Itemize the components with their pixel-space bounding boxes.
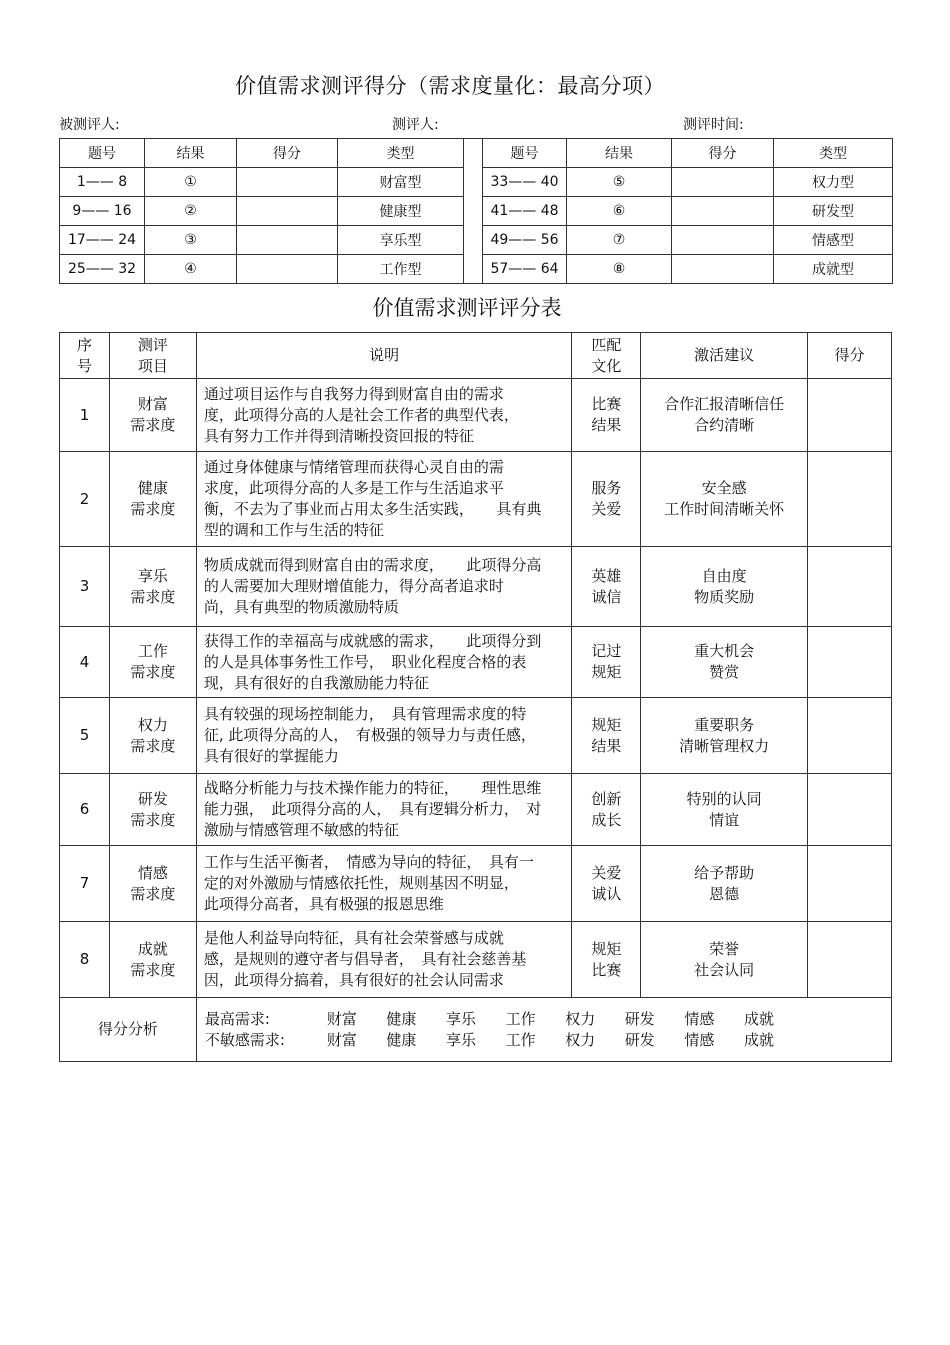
- row-item: 权力 需求度: [109, 698, 196, 774]
- header-type: 类型: [774, 139, 893, 168]
- type-cell: 享乐型: [338, 226, 464, 255]
- header-no-line2: 号: [76, 356, 92, 375]
- option-wealth[interactable]: 财富: [326, 1009, 357, 1028]
- result-cell: ⑥: [567, 197, 672, 226]
- row-desc: 是他人利益导向特征，具有社会荣誉感与成就 感，是规则的遵守者与倡导者， 具有社会慈善基 因，此项得分搞着，具有很好的社会认同需求: [196, 922, 572, 998]
- row-item: 工作 需求度: [109, 627, 196, 698]
- row-desc: 通过项目运作与自我努力得到财富自由的需求 度，此项得分高的人是社会工作者的典型代表， 具有努力工作并得到清晰投资回报的特征: [196, 379, 572, 452]
- score-cell[interactable]: [237, 226, 338, 255]
- detail-header-row: [60, 333, 892, 379]
- type-cell: 权力型: [774, 168, 893, 197]
- detail-scoring-table: [59, 332, 892, 1062]
- row-culture: 规矩 比赛: [572, 922, 641, 998]
- row-score[interactable]: [808, 846, 892, 922]
- type-cell: 工作型: [338, 255, 464, 284]
- result-cell: ⑤: [567, 168, 672, 197]
- range-cell: 9—— 16: [60, 197, 145, 226]
- range-cell: 49—— 56: [483, 226, 567, 255]
- assessor-label: 测评人:: [392, 117, 439, 133]
- row-item: 研发 需求度: [109, 774, 196, 846]
- header-type: 类型: [338, 139, 464, 168]
- row-item: 健康 需求度: [109, 452, 196, 547]
- type-cell: 情感型: [774, 226, 893, 255]
- range-cell: 17—— 24: [60, 226, 145, 255]
- table-row: [60, 774, 892, 846]
- result-cell: ④: [145, 255, 237, 284]
- header-item-line2: 项目: [137, 356, 168, 375]
- option-health[interactable]: 健康: [386, 1030, 417, 1049]
- row-culture: 服务 关爱: [572, 452, 641, 547]
- option-emotion[interactable]: 情感: [684, 1030, 715, 1049]
- page-title: 价值需求测评得分（需求度量化：最高分项）: [235, 74, 665, 98]
- type-cell: 健康型: [338, 197, 464, 226]
- row-advice: 给予帮助 恩德: [641, 846, 808, 922]
- row-score[interactable]: [808, 922, 892, 998]
- header-no: [60, 333, 110, 379]
- row-score[interactable]: [808, 627, 892, 698]
- row-advice: 合作汇报清晰信任 合约清晰: [641, 379, 808, 452]
- header-result: 结果: [567, 139, 672, 168]
- table-gap: [464, 139, 483, 284]
- row-culture: 记过 规矩: [572, 627, 641, 698]
- row-desc: 获得工作的幸福高与成就感的需求， 此项得分到 的人是具体事务性工作号， 职业化程度合格的表 现，具有很好的自我激励能力特征: [196, 627, 572, 698]
- score-cell[interactable]: [237, 168, 338, 197]
- option-power[interactable]: 权力: [565, 1030, 596, 1049]
- row-culture: 关爱 诚认: [572, 846, 641, 922]
- score-cell[interactable]: [237, 255, 338, 284]
- header-culture: [572, 333, 641, 379]
- header-culture-line1: 匹配: [591, 335, 622, 354]
- highest-need-label: 最高需求:: [204, 1009, 270, 1028]
- type-cell: 财富型: [338, 168, 464, 197]
- row-culture: 规矩 结果: [572, 698, 641, 774]
- row-score[interactable]: [808, 698, 892, 774]
- result-cell: ⑧: [567, 255, 672, 284]
- row-no: 7: [60, 846, 110, 922]
- result-cell: ③: [145, 226, 237, 255]
- time-label: 测评时间:: [683, 117, 744, 133]
- row-score[interactable]: [808, 452, 892, 547]
- option-research[interactable]: 研发: [624, 1030, 655, 1049]
- row-advice: 荣誉 社会认同: [641, 922, 808, 998]
- option-pleasure[interactable]: 享乐: [446, 1030, 477, 1049]
- row-advice: 安全感 工作时间清晰关怀: [641, 452, 808, 547]
- option-achievement[interactable]: 成就: [743, 1009, 774, 1028]
- result-cell: ②: [145, 197, 237, 226]
- header-score: 得分: [672, 139, 774, 168]
- table-row: [60, 846, 892, 922]
- header-score: 得分: [237, 139, 338, 168]
- score-header-row: [60, 139, 893, 168]
- row-culture: 比赛 结果: [572, 379, 641, 452]
- header-range: 题号: [483, 139, 567, 168]
- score-cell[interactable]: [672, 226, 774, 255]
- row-culture: 创新 成长: [572, 774, 641, 846]
- option-health[interactable]: 健康: [386, 1009, 417, 1028]
- range-cell: 33—— 40: [483, 168, 567, 197]
- analysis-label: 得分分析: [60, 998, 197, 1062]
- row-score[interactable]: [808, 379, 892, 452]
- row-no: 6: [60, 774, 110, 846]
- row-desc: 战略分析能力与技术操作能力的特征， 理性思维 能力强， 此项得分高的人， 具有逻辑分析力， 对 激励与情感管理不敏感的特征: [196, 774, 572, 846]
- row-score[interactable]: [808, 547, 892, 627]
- row-no: 4: [60, 627, 110, 698]
- header-range: 题号: [60, 139, 145, 168]
- row-advice: 重要职务 清晰管理权力: [641, 698, 808, 774]
- table-row: [60, 452, 892, 547]
- row-no: 5: [60, 698, 110, 774]
- header-item: [109, 333, 196, 379]
- range-cell: 41—— 48: [483, 197, 567, 226]
- row-item: 享乐 需求度: [109, 547, 196, 627]
- option-power[interactable]: 权力: [565, 1009, 596, 1028]
- subject-label: 被测评人:: [59, 117, 120, 133]
- header-item-line1: 测评: [137, 335, 168, 354]
- header-advice: 激活建议: [641, 333, 808, 379]
- table-row: [60, 698, 892, 774]
- row-advice: 特别的认同 情谊: [641, 774, 808, 846]
- table-row: [60, 627, 892, 698]
- row-no: 3: [60, 547, 110, 627]
- option-wealth[interactable]: 财富: [326, 1030, 357, 1049]
- row-no: 8: [60, 922, 110, 998]
- row-desc: 具有较强的现场控制能力， 具有管理需求度的特 征, 此项得分高的人， 有极强的领导力与责任感， 具有很好的掌握能力: [196, 698, 572, 774]
- row-item: 成就 需求度: [109, 922, 196, 998]
- row-desc: 物质成就而得到财富自由的需求度， 此项得分高 的人需要加大理财增值能力，得分高者追求时 尚，具有典型的物质激励特质: [196, 547, 572, 627]
- range-cell: 25—— 32: [60, 255, 145, 284]
- header-result: 结果: [145, 139, 237, 168]
- score-cell[interactable]: [237, 197, 338, 226]
- score-cell[interactable]: [672, 197, 774, 226]
- table-row: [60, 922, 892, 998]
- row-culture: 英雄 诚信: [572, 547, 641, 627]
- row-item: 情感 需求度: [109, 846, 196, 922]
- score-cell[interactable]: [672, 255, 774, 284]
- analysis-cell: [196, 998, 891, 1062]
- result-cell: ⑦: [567, 226, 672, 255]
- row-item: 财富 需求度: [109, 379, 196, 452]
- option-achievement[interactable]: 成就: [743, 1030, 774, 1049]
- type-cell: 研发型: [774, 197, 893, 226]
- header-no-line1: 序: [76, 335, 92, 354]
- row-advice: 重大机会 赞赏: [641, 627, 808, 698]
- row-desc: 工作与生活平衡者， 情感为导向的特征， 具有一 定的对外激励与情感依托性，规则基因不明显， 此项得分高者，具有极强的报恩思维: [196, 846, 572, 922]
- row-desc: 通过身体健康与情绪管理而获得心灵自由的需 求度，此项得分高的人多是工作与生活追求平 衡，不去为了事业而占用太多生活实践， 具有典 型的调和工作与生活的特征: [196, 452, 572, 547]
- option-work[interactable]: 工作: [505, 1030, 536, 1049]
- header-desc: 说明: [196, 333, 572, 379]
- option-work[interactable]: 工作: [505, 1009, 536, 1028]
- table-row: [60, 547, 892, 627]
- range-cell: 57—— 64: [483, 255, 567, 284]
- option-emotion[interactable]: 情感: [684, 1009, 715, 1028]
- analysis-row: [60, 998, 892, 1062]
- header-score: 得分: [808, 333, 892, 379]
- row-advice: 自由度 物质奖励: [641, 547, 808, 627]
- result-cell: ①: [145, 168, 237, 197]
- highest-need-line: [205, 1009, 891, 1030]
- row-score[interactable]: [808, 774, 892, 846]
- option-pleasure[interactable]: 享乐: [446, 1009, 477, 1028]
- score-summary-table: [59, 138, 893, 284]
- type-cell: 成就型: [774, 255, 893, 284]
- row-no: 1: [60, 379, 110, 452]
- insensitive-need-line: [205, 1030, 891, 1051]
- range-cell: 1—— 8: [60, 168, 145, 197]
- header-culture-line2: 文化: [591, 356, 622, 375]
- insensitive-need-label: 不敏感需求:: [204, 1030, 285, 1049]
- score-cell[interactable]: [672, 168, 774, 197]
- table-row: [60, 379, 892, 452]
- row-no: 2: [60, 452, 110, 547]
- option-research[interactable]: 研发: [624, 1009, 655, 1028]
- detail-table-title: 价值需求测评评分表: [372, 296, 562, 320]
